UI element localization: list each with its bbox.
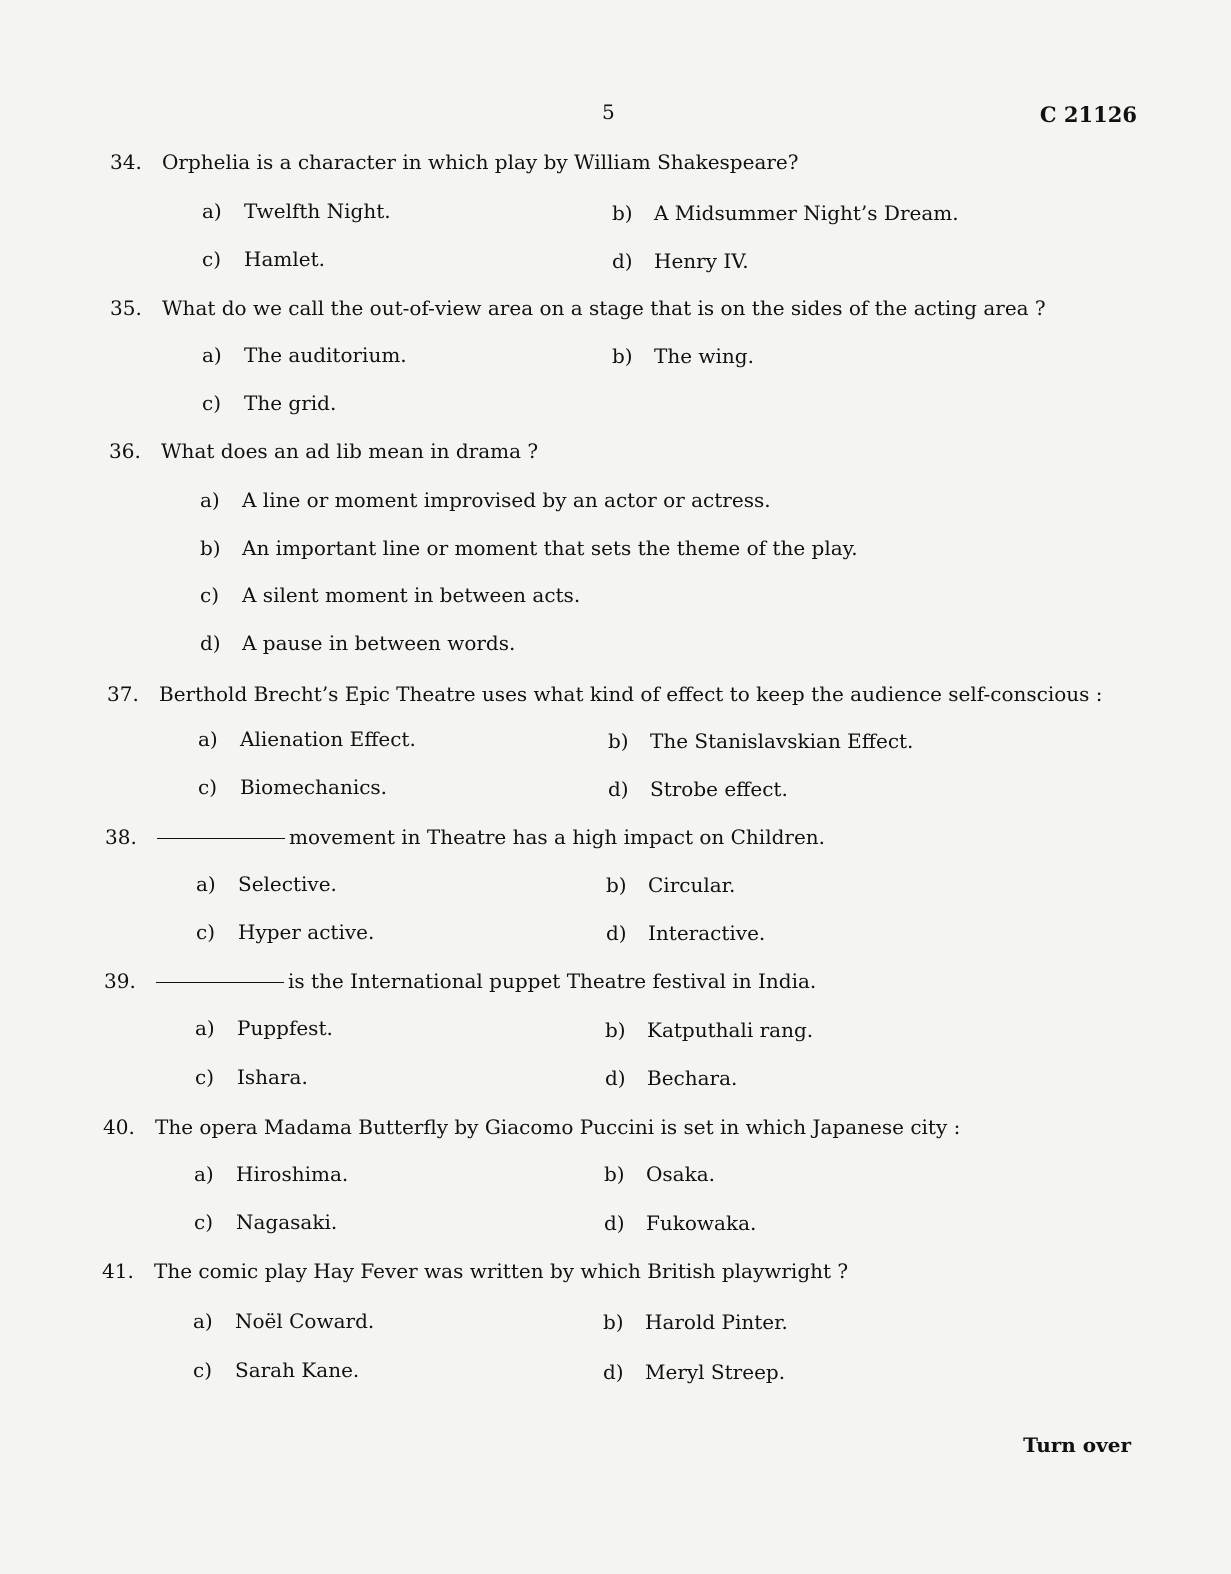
option-b xyxy=(605,1018,813,1042)
option-c xyxy=(194,1210,337,1234)
option-text: Selective. xyxy=(238,872,337,896)
question-number: 41. xyxy=(102,1259,134,1283)
option-text: Henry IV. xyxy=(654,249,749,273)
option-d xyxy=(606,921,765,945)
option-text: An important line or moment that sets the theme of the play. xyxy=(242,536,858,560)
option-text: Noël Coward. xyxy=(235,1309,375,1333)
option-text: Osaka. xyxy=(646,1162,715,1186)
option-text: Hamlet. xyxy=(244,247,325,271)
question-34 xyxy=(110,150,798,174)
option-letter: d) xyxy=(200,631,221,655)
option-a xyxy=(198,727,416,751)
option-b xyxy=(200,536,858,560)
option-text: The wing. xyxy=(654,344,754,368)
option-letter: a) xyxy=(194,1162,214,1186)
question-text: The comic play Hay Fever was written by which British playwright ? xyxy=(154,1259,849,1283)
option-text: Circular. xyxy=(648,873,736,897)
option-text: Katputhali rang. xyxy=(647,1018,814,1042)
option-text: Strobe effect. xyxy=(650,777,788,801)
option-c xyxy=(196,920,374,944)
option-text: The auditorium. xyxy=(244,343,407,367)
question-39 xyxy=(104,969,816,993)
question-text: movement in Theatre has a high impact on Children. xyxy=(289,825,826,849)
option-b xyxy=(612,201,959,225)
option-letter: b) xyxy=(605,1018,626,1042)
option-d xyxy=(605,1066,737,1090)
option-letter: a) xyxy=(193,1309,213,1333)
option-letter: d) xyxy=(608,777,629,801)
question-text: What do we call the out-of-view area on a stage that is on the sides of the acting area ? xyxy=(162,296,1046,320)
option-text: Meryl Streep. xyxy=(645,1360,786,1384)
option-text: A pause in between words. xyxy=(242,631,516,655)
question-37 xyxy=(107,682,1103,706)
question-number: 36. xyxy=(109,439,141,463)
option-d xyxy=(603,1360,785,1384)
option-text: Ishara. xyxy=(237,1065,308,1089)
answer-blank xyxy=(156,982,284,983)
option-letter: c) xyxy=(202,247,222,271)
option-letter: a) xyxy=(196,872,216,896)
option-b xyxy=(606,873,735,897)
option-c xyxy=(202,391,336,415)
question-text: is the International puppet Theatre festival in India. xyxy=(288,969,817,993)
option-text: Twelfth Night. xyxy=(244,199,391,223)
option-letter: d) xyxy=(605,1066,626,1090)
option-text: Sarah Kane. xyxy=(235,1358,360,1382)
question-number: 39. xyxy=(104,969,136,993)
option-letter: b) xyxy=(612,201,633,225)
option-text: Interactive. xyxy=(648,921,766,945)
option-a xyxy=(194,1162,348,1186)
option-a xyxy=(200,488,771,512)
option-b xyxy=(612,344,754,368)
question-text: What does an ad lib mean in drama ? xyxy=(161,439,539,463)
question-number: 38. xyxy=(105,825,137,849)
option-b xyxy=(603,1310,788,1334)
option-text: The Stanislavskian Effect. xyxy=(650,729,914,753)
option-c xyxy=(195,1065,308,1089)
option-text: Hiroshima. xyxy=(236,1162,349,1186)
question-36 xyxy=(109,439,538,463)
option-letter: c) xyxy=(194,1210,214,1234)
option-text: Harold Pinter. xyxy=(645,1310,788,1334)
question-number: 40. xyxy=(103,1115,135,1139)
option-text: Hyper active. xyxy=(238,920,375,944)
option-b xyxy=(608,729,913,753)
option-text: Fukowaka. xyxy=(646,1211,757,1235)
option-text: A line or moment improvised by an actor or actress. xyxy=(242,488,771,512)
option-letter: c) xyxy=(196,920,216,944)
option-c xyxy=(202,247,325,271)
option-text: A Midsummer Night’s Dream. xyxy=(654,201,959,225)
option-letter: c) xyxy=(195,1065,215,1089)
question-35 xyxy=(110,296,1046,320)
question-38 xyxy=(105,825,825,849)
option-letter: b) xyxy=(606,873,627,897)
question-number: 34. xyxy=(110,150,142,174)
option-letter: a) xyxy=(195,1016,215,1040)
option-letter: b) xyxy=(604,1162,625,1186)
question-text: Orphelia is a character in which play by William Shakespeare? xyxy=(162,150,799,174)
option-letter: a) xyxy=(202,199,222,223)
option-c xyxy=(200,583,580,607)
option-text: Bechara. xyxy=(647,1066,738,1090)
question-40 xyxy=(103,1115,960,1139)
question-text: Berthold Brecht’s Epic Theatre uses what kind of effect to keep the audience self-conscious : xyxy=(159,682,1103,706)
question-41 xyxy=(102,1259,848,1283)
option-d xyxy=(200,631,515,655)
option-letter: a) xyxy=(202,343,222,367)
option-a xyxy=(202,343,407,367)
option-letter: c) xyxy=(200,583,220,607)
option-letter: d) xyxy=(606,921,627,945)
option-letter: d) xyxy=(612,249,633,273)
option-letter: b) xyxy=(603,1310,624,1334)
page-number: 5 xyxy=(602,100,615,124)
option-letter: b) xyxy=(200,536,221,560)
option-text: A silent moment in between acts. xyxy=(242,583,581,607)
option-text: Biomechanics. xyxy=(240,775,388,799)
option-letter: c) xyxy=(198,775,218,799)
question-text: The opera Madama Butterfly by Giacomo Puccini is set in which Japanese city : xyxy=(155,1115,961,1139)
option-a xyxy=(202,199,391,223)
option-a xyxy=(195,1016,333,1040)
option-letter: b) xyxy=(608,729,629,753)
option-letter: a) xyxy=(198,727,218,751)
option-text: Puppfest. xyxy=(237,1016,333,1040)
option-letter: c) xyxy=(193,1358,213,1382)
option-text: The grid. xyxy=(244,391,337,415)
turn-over-label: Turn over xyxy=(1023,1433,1131,1457)
option-d xyxy=(604,1211,756,1235)
option-c xyxy=(198,775,387,799)
option-a xyxy=(196,872,337,896)
option-c xyxy=(193,1358,359,1382)
option-d xyxy=(608,777,788,801)
option-letter: b) xyxy=(612,344,633,368)
option-letter: a) xyxy=(200,488,220,512)
option-letter: d) xyxy=(603,1360,624,1384)
option-letter: c) xyxy=(202,391,222,415)
option-a xyxy=(193,1309,374,1333)
question-number: 35. xyxy=(110,296,142,320)
exam-code: C 21126 xyxy=(1039,102,1137,127)
option-letter: d) xyxy=(604,1211,625,1235)
option-b xyxy=(604,1162,715,1186)
option-text: Nagasaki. xyxy=(236,1210,338,1234)
answer-blank xyxy=(157,838,285,839)
question-number: 37. xyxy=(107,682,139,706)
option-d xyxy=(612,249,749,273)
option-text: Alienation Effect. xyxy=(240,727,416,751)
